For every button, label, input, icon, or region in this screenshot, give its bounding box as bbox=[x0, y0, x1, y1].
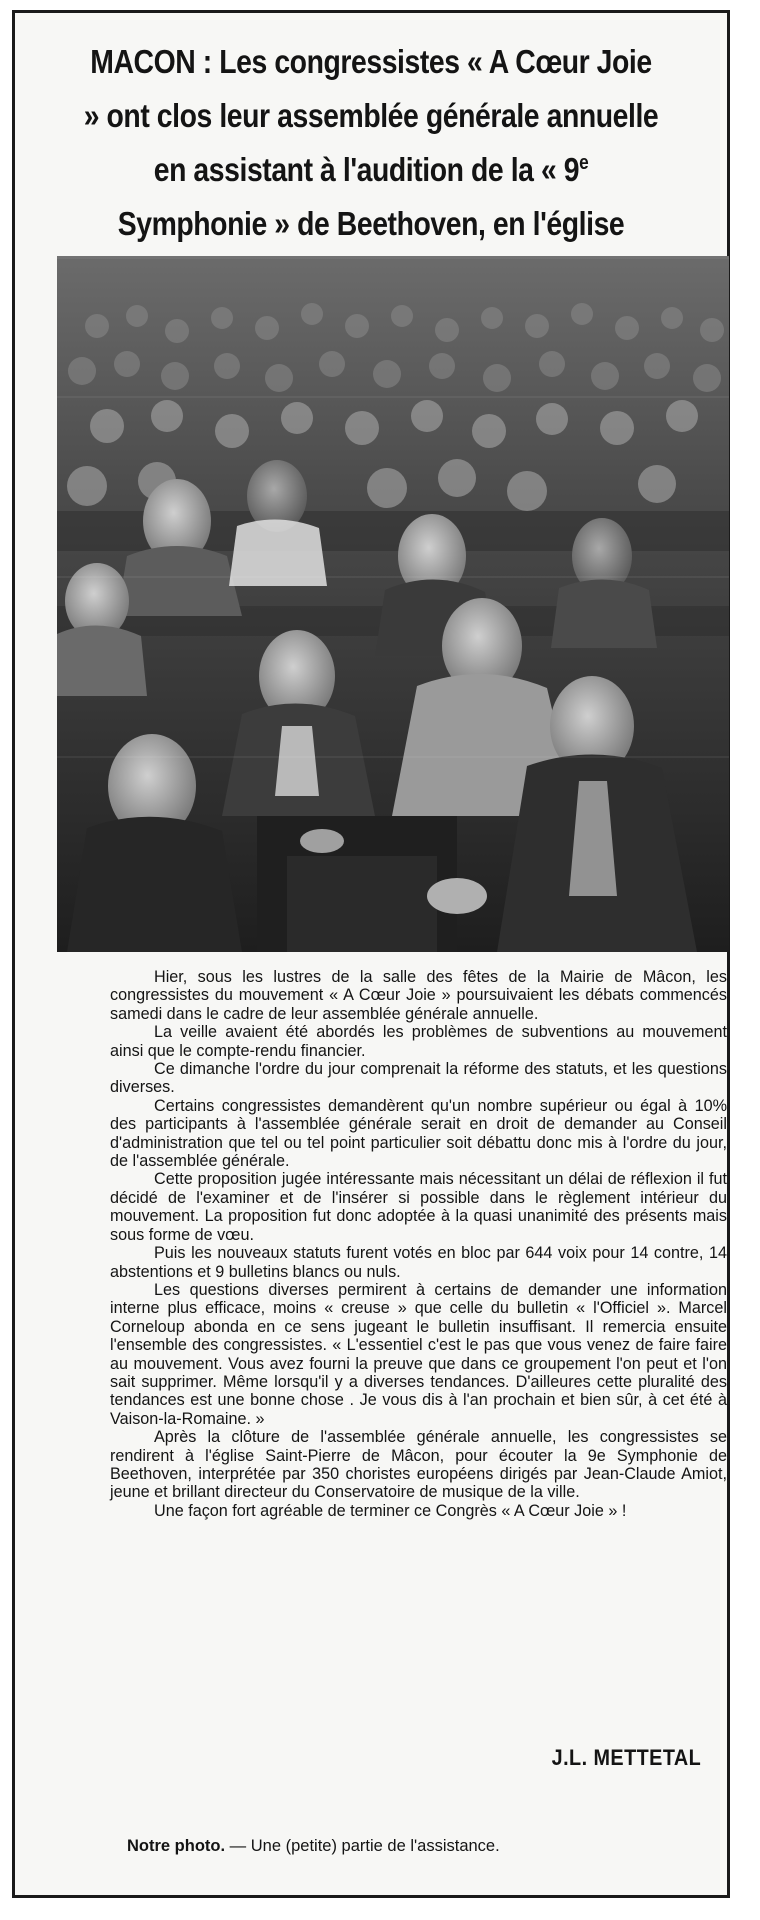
photo-caption bbox=[127, 1837, 500, 1856]
paragraph-2: La veille avaient été abordés les problèmes de subventions au mouvement ainsi que le compte-rendu financier. bbox=[110, 1023, 727, 1060]
author-byline: J.L. METTETAL bbox=[551, 1745, 701, 1770]
headline-part-2: Symphonie » de Beethoven, en l'église bbox=[117, 205, 625, 242]
caption-lead: Notre photo. bbox=[127, 1837, 226, 1855]
audience-photo bbox=[57, 256, 729, 952]
paragraph-6: Puis les nouveaux statuts furent votés en bloc par 644 voix pour 14 contre, 14 abstentions et 9 bulletins blancs ou nuls. bbox=[110, 1244, 727, 1281]
paragraph-8: Après la clôture de l'assemblée générale annuelle, les congressistes se rendirent à l'église Saint-Pierre de Mâcon, pour écouter la 9e Symphonie de Beethoven, interprétée par 350 choristes européens dirigés par Jean-Claude Amiot, jeune et brillant directeur du Conservatoire de musique de la ville. bbox=[110, 1428, 727, 1502]
caption-text: — Une (petite) partie de l'assistance. bbox=[225, 1837, 500, 1855]
article-body bbox=[110, 968, 727, 1520]
newspaper-clipping bbox=[12, 10, 730, 1898]
paragraph-9: Une façon fort agréable de terminer ce Congrès « A Cœur Joie » ! bbox=[154, 1501, 627, 1520]
paragraph-1: Hier, sous les lustres de la salle des fêtes de la Mairie de Mâcon, les congressistes du mouvement « A Cœur Joie » poursuivaient les débats commencés samedi dans le cadre de leur assemblée générale annuelle. bbox=[110, 968, 727, 1023]
paragraph-4: Certains congressistes demandèrent qu'un nombre supérieur ou égal à 10% des participants à l'assemblée générale serait en droit de demander au Conseil d'administration que tel ou tel point particulier soit débattu donc mis à l'ordre du jour, de l'assemblée générale. bbox=[110, 1096, 727, 1171]
headline-superscript: e bbox=[579, 152, 589, 174]
paragraph-5: Cette proposition jugée intéressante mais nécessitant un délai de réflexion il fut décidé de l'examiner et de l'insérer si possible dans le règlement intérieur du mouvement. La proposition fut donc adoptée à la quasi unanimité des présents mais sous forme de vœu. bbox=[110, 1170, 727, 1244]
audience-photo-drawing bbox=[57, 256, 729, 952]
paragraph-7: Les questions diverses permirent à certains de demander une information interne plus efficace, moins « creuse » que celle du bulletin « l'Officiel ». Marcel Corneloup abonda en ce sens jugeant le bulletin insuffisant. Il remercia ensuite l'ensemble des congressistes. « L'essentiel c'est le pas que vous venez de faire faire au mouvement. Vous avez fourni la preuve que dans ce groupement l'on peut et l'on sait supprimer. Même lorsqu'il y a diverses tendances. D'ailleures cette pluralité des tendances est une bonne chose . Je vous dis à l'an prochain et bien sûr, à cet été à Vaison-la-Romaine. » bbox=[110, 1280, 727, 1428]
headline-part-1: MACON : Les congressistes « A Cœur Joie » ont clos leur assemblée générale annuelle en assistant à l'audition de la « 9 bbox=[83, 43, 659, 188]
paragraph-3: Ce dimanche l'ordre du jour comprenait la réforme des statuts, et les questions diverses. bbox=[110, 1060, 727, 1097]
